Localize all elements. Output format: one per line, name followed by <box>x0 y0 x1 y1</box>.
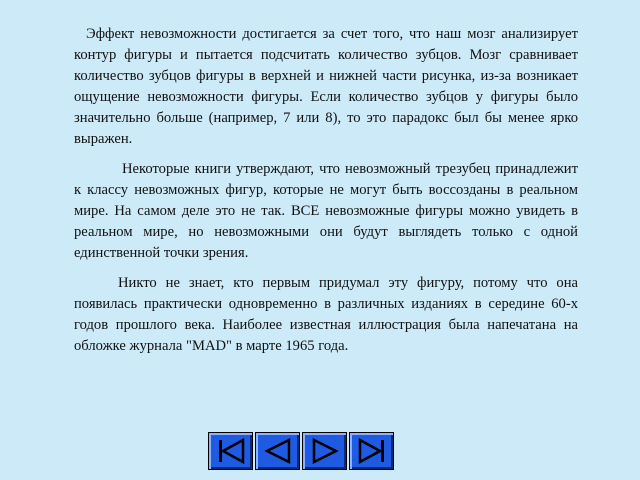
slide-text <box>74 24 578 366</box>
last-slide-button[interactable] <box>349 432 394 470</box>
next-slide-icon <box>310 438 340 464</box>
last-slide-icon <box>357 438 387 464</box>
previous-slide-button[interactable] <box>255 432 300 470</box>
next-slide-button[interactable] <box>302 432 347 470</box>
paragraph-1: Эффект невозможности достигается за счет того, что наш мозг анализирует контур фигуры и пытается подсчитать количество зубцов. Мозг сравнивает количество зубцов фигуры в верхней и нижней части рисунка, из-за возникает ощущение невозможности фигуры. Если количество зубцов у фигуры было значительно больше (например, 7 или 8), то это парадокс был бы менее ярко выражен. <box>74 26 578 147</box>
paragraph-2: Некоторые книги утверждают, что невозможный трезубец принадлежит к классу невозможных фигур, которые не могут быть воссозданы в реальном мире. На самом деле это не так. ВСЕ невозможные фигуры можно увидеть в реальном мире, но невозможными они будут выглядеть только с одной единственной точки зрения. <box>74 161 578 261</box>
slide-navigation <box>208 432 394 470</box>
paragraph-3: Никто не знает, кто первым придумал эту фигуру, потому что она появилась практически одновременно в различных изданиях в середине 60-х годов прошлого века. Наиболее известная иллюстрация была напечатана на обложке журнала "MAD" в марте 1965 года. <box>74 275 578 354</box>
previous-slide-icon <box>263 438 293 464</box>
first-slide-button[interactable] <box>208 432 253 470</box>
first-slide-icon <box>216 438 246 464</box>
